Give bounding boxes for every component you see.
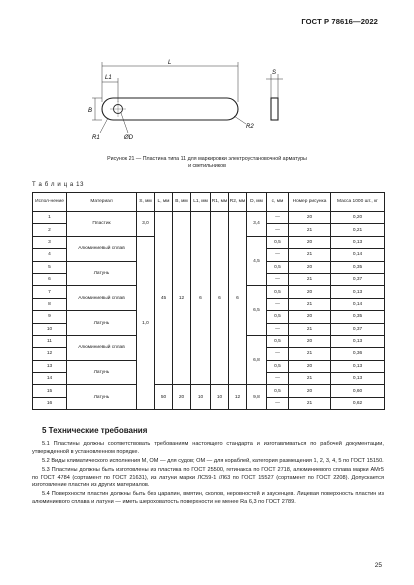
- table-row: 15 Латунь 50 20 10 10 12 9,8 0,5 20 0,60: [33, 385, 385, 397]
- dim-r2-label: R2: [246, 124, 254, 130]
- table-row: 4 — 21 0,14: [33, 249, 385, 261]
- section-body: [32, 441, 384, 508]
- specification-table: [32, 192, 385, 410]
- col-variant: Испол-нение: [33, 193, 67, 212]
- document-header: ГОСТ Р 78616—2022: [301, 17, 378, 26]
- table-row: 8 — 21 0,14: [33, 298, 385, 310]
- dim-l-label: L: [168, 60, 172, 66]
- dim-b-label: B: [88, 108, 93, 114]
- table-row: 11 Алюминиевый сплав 6,8 0,5 20 0,13: [33, 335, 385, 347]
- dim-d-label: ØD: [124, 135, 133, 141]
- dim-s-label: S: [272, 70, 277, 76]
- table-row: 6 — 21 0,37: [33, 273, 385, 285]
- table-row: 13 Латунь 0,5 20 0,13: [33, 360, 385, 372]
- table-row: 9 Латунь 0,5 20 0,35: [33, 311, 385, 323]
- paragraph-5-1: 5.1 Пластины должны соответствовать требованиям настоящего стандарта и изготавливаться по рабочей документации, утвержденной в установленном порядке.: [32, 441, 384, 455]
- figure-caption: Рисунок 21 — Пластина типа 11 для маркировки электроустановочной арматуры и светильников: [107, 156, 307, 170]
- table-row: 16 — 21 0,62: [33, 397, 385, 409]
- col-material: Материал: [67, 193, 137, 212]
- section-title: 5 Технические требования: [42, 426, 148, 435]
- dim-l1-label: L1: [105, 75, 112, 81]
- col-l: L, мм: [155, 193, 173, 212]
- paragraph-5-3: 5.3 Пластины должны быть изготовлены из пластика по ГОСТ 25500, гетинакса по ГОСТ 2718, алюминиевого сплава марки АМг5 по ГОСТ 4784 (сортамент по ГОСТ 21631), из латуни марки ЛС59-1 /Л63 по ГОСТ 15527 (сортамент по ГОСТ 2208). Допускается изготовление пластин из других материалов.: [32, 466, 384, 489]
- col-b: B, мм: [173, 193, 191, 212]
- table-header-row: [33, 193, 385, 212]
- table-row: 1 Пластик 3,0 45 12 6 6 6 3,4 — 20 0,20: [33, 212, 385, 224]
- col-r2: R2, мм: [229, 193, 247, 212]
- col-figure: Номер рисунка: [289, 193, 331, 212]
- table-row: 14 — 21 0,13: [33, 373, 385, 385]
- table-row: 10 — 21 0,37: [33, 323, 385, 335]
- table-row: 5 Латунь 0,5 20 0,35: [33, 261, 385, 273]
- col-d: D, мм: [247, 193, 267, 212]
- paragraph-5-4: 5.4 Поверхности пластин должны быть без царапин, вмятин, сколов, неровностей и заусенцев. Лицевая поверхность пластин из алюминиевого сплава и латуни — иметь шероховатость поверхности не менее Ra 6,3 по ГОСТ 2789.: [32, 491, 384, 506]
- col-r1: R1, мм: [211, 193, 229, 212]
- table-row: 7 Алюминиевый сплав 6,5 0,5 20 0,13: [33, 286, 385, 298]
- table-label: Т а б л и ц а 13: [32, 182, 85, 188]
- plate-side-view: [271, 98, 278, 120]
- col-s: S, мм: [137, 193, 155, 212]
- col-mass: Масса 1000 шт., кг: [331, 193, 385, 212]
- col-l1: L1, мм: [191, 193, 211, 212]
- paragraph-5-2: 5.2 Виды климатического исполнения М, ОМ — для судов; ОМ — для кораблей, категория размещения 1, 2, 3, 4, 5 по ГОСТ 15150.: [42, 457, 384, 464]
- page-number: 25: [374, 562, 382, 569]
- table-row: 3 Алюминиевый сплав 1,0 4,5 0,5 20 0,13: [33, 236, 385, 248]
- plate-drawing: [88, 58, 328, 153]
- dim-r1-label: R1: [92, 135, 100, 141]
- table-row: 12 — 21 0,36: [33, 348, 385, 360]
- col-c: c, мм: [267, 193, 289, 212]
- table-row: 2 — 21 0,21: [33, 224, 385, 236]
